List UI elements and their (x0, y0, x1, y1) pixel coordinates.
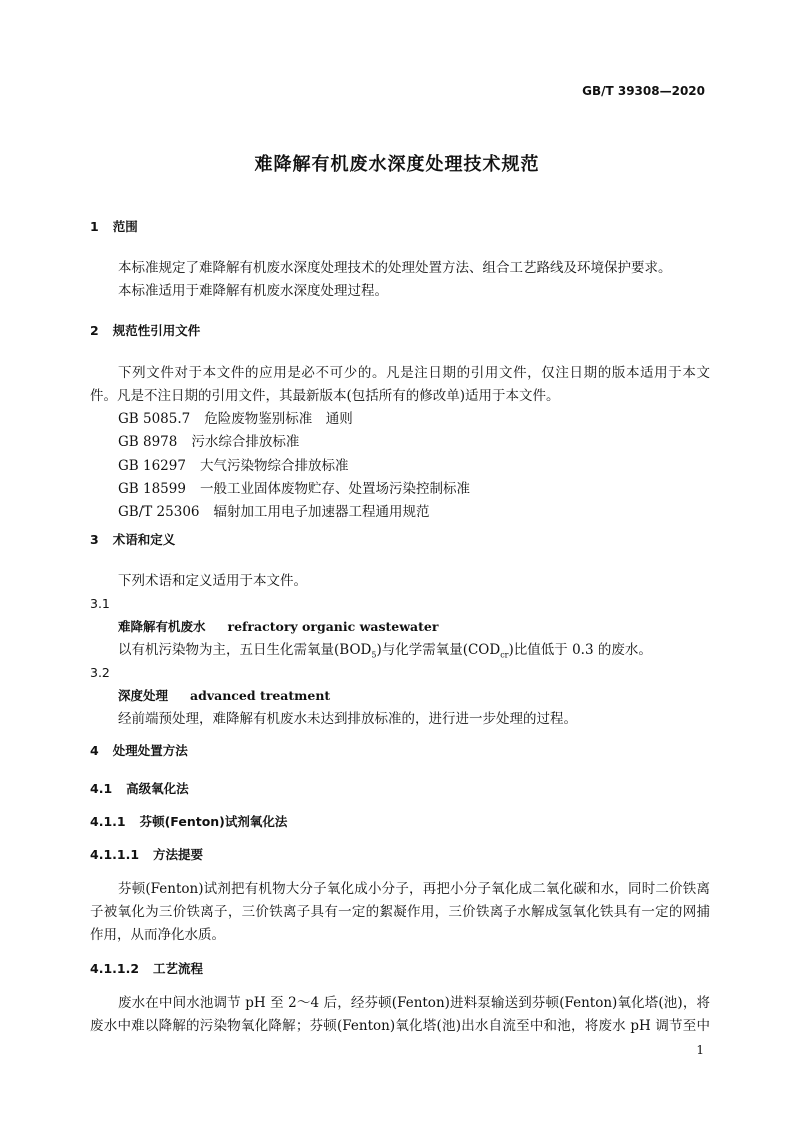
reference-code: GB 5085.7 (118, 411, 191, 427)
paragraph-line: 作用，从而净化水质。 (90, 927, 225, 943)
section-title: 芬顿(Fenton)试剂氧化法 (139, 814, 288, 829)
term-definition (118, 641, 652, 665)
document-title: 难降解有机废水深度处理技术规范 (254, 154, 540, 175)
section-title: 规范性引用文件 (112, 323, 201, 338)
section-number: 1 (90, 219, 99, 234)
section-number: 2 (90, 323, 99, 338)
paragraph-line: 件。凡是不注日期的引用文件，其最新版本(包括所有的修改单)适用于本文件。 (90, 388, 560, 404)
section-4-heading (90, 742, 188, 760)
definition-text: )比值低于 0.3 的废水。 (508, 642, 652, 658)
definition-text: )与化学需氧量(COD (376, 642, 501, 658)
reference-item (118, 433, 299, 451)
term-heading (118, 687, 330, 705)
standard-number: GB/T 39308—2020 (582, 84, 705, 98)
term-number: 3.2 (90, 665, 110, 680)
subscript: 5 (371, 650, 377, 660)
paragraph: 本标准适用于难降解有机废水深度处理过程。 (118, 283, 388, 299)
paragraph-line: 下列文件对于本文件的应用是必不可少的。凡是注日期的引用文件，仅注日期的版本适用于本文 (118, 365, 710, 381)
paragraph-line: 子被氧化为三价铁离子，三价铁离子具有一定的絮凝作用，三价铁离子水解成氢氧化铁具有一定的网捕 (90, 904, 710, 920)
reference-title: 一般工业固体废物贮存、处置场污染控制标准 (199, 481, 470, 497)
reference-code: GB 18599 (118, 481, 186, 497)
section-1-heading (90, 218, 138, 236)
paragraph: 本标准规定了难降解有机废水深度处理技术的处理处置方法、组合工艺路线及环境保护要求。 (118, 260, 672, 276)
reference-item (118, 457, 348, 475)
section-4-1-1-heading (90, 813, 287, 831)
section-title: 处理处置方法 (112, 743, 188, 758)
section-number: 4.1 (90, 781, 113, 796)
term-en: refractory organic wastewater (227, 619, 439, 634)
term-en: advanced treatment (190, 688, 331, 703)
reference-title: 危险废物鉴别标准 通则 (204, 411, 353, 427)
subscript: cr (500, 650, 509, 660)
page-number: 1 (696, 1043, 704, 1057)
reference-item (118, 410, 353, 428)
section-number: 4.1.1.2 (90, 961, 140, 976)
term-definition: 经前端预处理，难降解有机废水未达到排放标准的，进行进一步处理的过程。 (118, 711, 577, 727)
section-4-1-heading (90, 780, 189, 798)
section-title: 工艺流程 (153, 961, 204, 976)
term-zh: 难降解有机废水 (118, 619, 206, 634)
term-heading (118, 618, 438, 636)
paragraph-line: 废水中难以降解的污染物氧化降解；芬顿(Fenton)氧化塔(池)出水自流至中和池，将废水 pH 调节至中 (90, 1018, 710, 1034)
reference-title: 污水综合排放标准 (191, 434, 300, 450)
section-2-heading (90, 322, 200, 340)
section-title: 术语和定义 (112, 532, 176, 547)
section-title: 方法提要 (153, 847, 204, 862)
reference-code: GB 8978 (118, 434, 178, 450)
section-number: 3 (90, 532, 99, 547)
reference-code: GB 16297 (118, 458, 186, 474)
term-number: 3.1 (90, 596, 110, 611)
paragraph-line: 废水在中间水池调节 pH 至 2～4 后，经芬顿(Fenton)进料泵输送到芬顿(Fenton)氧化塔(池)，将 (118, 995, 710, 1011)
section-title: 高级氧化法 (126, 781, 189, 796)
section-4-1-1-2-heading (90, 960, 203, 978)
reference-title: 大气污染物综合排放标准 (199, 458, 349, 474)
reference-item (118, 480, 470, 498)
section-3-heading (90, 531, 175, 549)
definition-text: 以有机污染物为主，五日生化需氧量(BOD (118, 642, 372, 658)
paragraph-line: 芬顿(Fenton)试剂把有机物大分子氧化成小分子，再把小分子氧化成二氧化碳和水，同时二价铁离 (118, 881, 710, 897)
section-4-1-1-1-heading (90, 846, 203, 864)
term-zh: 深度处理 (118, 688, 169, 703)
section-title: 范围 (112, 219, 138, 234)
reference-title: 辐射加工用电子加速器工程通用规范 (213, 504, 430, 520)
paragraph: 下列术语和定义适用于本文件。 (118, 573, 307, 589)
section-number: 4 (90, 743, 99, 758)
section-number: 4.1.1.1 (90, 847, 140, 862)
reference-item (118, 503, 430, 521)
reference-code: GB/T 25306 (118, 504, 200, 520)
section-number: 4.1.1 (90, 814, 126, 829)
